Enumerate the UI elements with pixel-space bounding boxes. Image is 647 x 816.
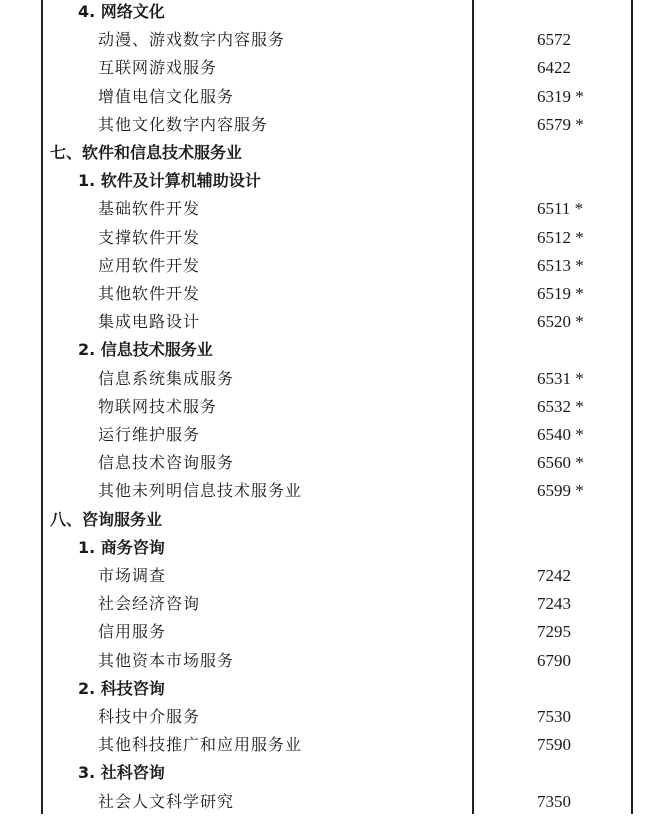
- industry-code: 6579 *: [537, 114, 584, 134]
- industry-name: 集成电路设计: [98, 312, 201, 332]
- table-row: [0, 449, 647, 477]
- industry-code: 7530: [537, 707, 571, 726]
- industry-name: 社会经济咨询: [98, 594, 201, 614]
- industry-code: 7243: [537, 594, 571, 614]
- industry-code: 6519 *: [537, 284, 584, 303]
- industry-code: 6531 *: [537, 368, 584, 388]
- industry-name: 互联网游戏服务: [98, 58, 218, 78]
- industry-name: 其他文化数字内容服务: [98, 114, 269, 134]
- category-heading: 七、软件和信息技术服务业: [50, 143, 243, 162]
- table-row: [0, 195, 647, 223]
- table-row: [0, 336, 647, 364]
- industry-code: 7590: [537, 735, 571, 755]
- industry-name: 其他科技推广和应用服务业: [98, 735, 303, 755]
- industry-code: 6599 *: [537, 481, 584, 501]
- category-heading: 2. 科技咨询: [78, 678, 165, 698]
- table-row: [0, 280, 647, 308]
- industry-code: 6512 *: [537, 227, 584, 247]
- industry-code: 6560 *: [537, 453, 584, 473]
- industry-name: 物联网技术服务: [98, 396, 218, 416]
- industry-code: 6513 *: [537, 255, 584, 275]
- table-row: [0, 393, 647, 421]
- industry-code: 6790: [537, 650, 571, 670]
- table-row: [0, 590, 647, 618]
- industry-name: 社会人文科学研究: [98, 791, 235, 811]
- industry-name: 信用服务: [98, 622, 167, 642]
- table-row: [0, 26, 647, 54]
- table-row: [0, 111, 647, 139]
- category-heading: 4. 网络文化: [78, 2, 165, 21]
- industry-name: 科技中介服务: [98, 707, 201, 726]
- industry-code: 6520 *: [537, 312, 584, 332]
- industry-name: 信息技术咨询服务: [98, 453, 235, 473]
- category-heading: 1. 软件及计算机辅助设计: [78, 171, 261, 191]
- table-row: [0, 365, 647, 393]
- industry-code: 6540 *: [537, 425, 584, 444]
- table-row: [0, 618, 647, 646]
- table-row: [0, 83, 647, 111]
- industry-name: 运行维护服务: [98, 425, 201, 444]
- industry-name: 其他资本市场服务: [98, 650, 235, 670]
- industry-name: 市场调查: [98, 566, 167, 585]
- table-row: [0, 731, 647, 759]
- table-row: [0, 308, 647, 336]
- table-row: [0, 506, 647, 534]
- industry-code: 7242: [537, 566, 571, 585]
- category-heading: 2. 信息技术服务业: [78, 340, 213, 360]
- table-row: [0, 54, 647, 82]
- industry-name: 支撑软件开发: [98, 227, 201, 247]
- industry-code: 7350: [537, 791, 571, 811]
- table-row: [0, 477, 647, 505]
- table-row: [0, 759, 647, 787]
- industry-name: 其他软件开发: [98, 284, 201, 303]
- industry-name: 动漫、游戏数字内容服务: [98, 30, 286, 50]
- table-row: [0, 703, 647, 731]
- industry-name: 其他未列明信息技术服务业: [98, 481, 303, 501]
- table-row: [0, 252, 647, 280]
- category-heading: 八、咨询服务业: [50, 509, 163, 529]
- industry-code: 6422: [537, 58, 571, 78]
- table-row: [0, 224, 647, 252]
- industry-code: 6572: [537, 30, 571, 50]
- industry-code: 6319 *: [537, 86, 584, 106]
- industry-name: 信息系统集成服务: [98, 368, 235, 388]
- category-heading: 1. 商务咨询: [78, 537, 165, 557]
- industry-name: 基础软件开发: [98, 199, 201, 219]
- table-row: [0, 788, 647, 816]
- table-row: [0, 421, 647, 449]
- table-row: [0, 534, 647, 562]
- table-row: [0, 647, 647, 675]
- industry-code: 6532 *: [537, 396, 584, 416]
- table-row: [0, 139, 647, 167]
- table-row: [0, 0, 647, 26]
- industry-name: 增值电信文化服务: [98, 86, 235, 106]
- industry-name: 应用软件开发: [98, 255, 201, 275]
- table-row: [0, 167, 647, 195]
- table-row: [0, 675, 647, 703]
- category-heading: 3. 社科咨询: [78, 763, 165, 783]
- industry-code: 6511 *: [537, 199, 584, 219]
- table-row: [0, 562, 647, 590]
- industry-code: 7295: [537, 622, 571, 642]
